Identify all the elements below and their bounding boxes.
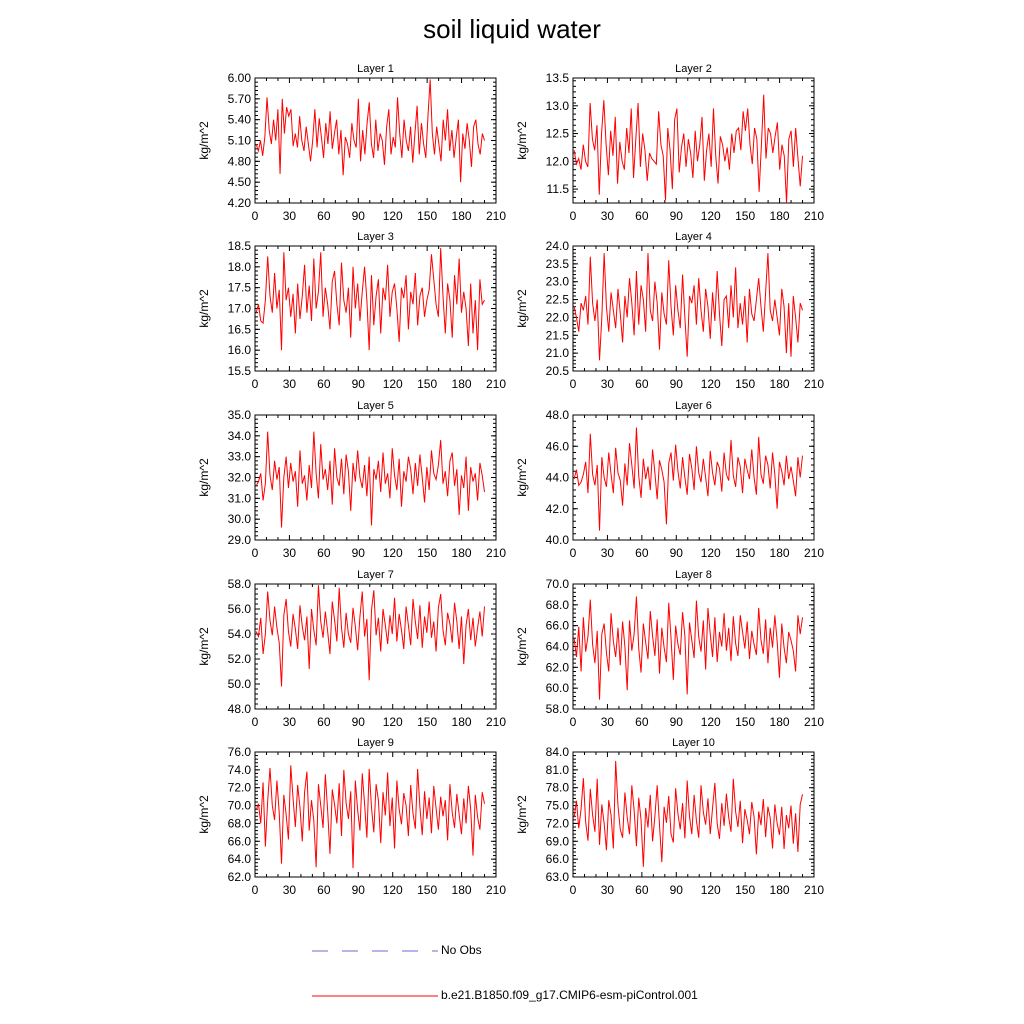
series-line: [574, 95, 802, 203]
y-axis-label: kg/m^2: [197, 289, 211, 328]
legend-obs-label: No Obs: [441, 943, 482, 957]
y-tick-label: 75.0: [545, 798, 569, 813]
y-tick-label: 29.0: [227, 533, 251, 547]
y-tick-label: 24.0: [545, 239, 569, 253]
y-tick-label: 16.5: [227, 322, 251, 337]
panel-title: Layer 4: [675, 231, 712, 243]
x-tick-label: 120: [700, 546, 721, 560]
x-tick-label: 0: [251, 209, 259, 223]
panel-title: Layer 6: [675, 400, 712, 412]
x-tick-label: 30: [282, 546, 297, 560]
x-tick-label: 60: [635, 546, 649, 560]
x-tick-label: 90: [351, 209, 365, 223]
x-tick-label: 90: [351, 546, 365, 560]
x-tick-label: 60: [317, 883, 331, 897]
y-tick-label: 76.0: [227, 745, 251, 759]
y-tick-label: 69.0: [545, 834, 569, 849]
y-tick-label: 63.0: [545, 870, 569, 884]
y-tick-label: 12.0: [545, 154, 569, 169]
panel-2: [515, 63, 824, 223]
y-tick-label: 18.0: [227, 259, 251, 274]
x-tick-label: 210: [803, 209, 825, 223]
y-tick-label: 20.5: [545, 364, 569, 378]
x-tick-label: 90: [351, 715, 365, 729]
y-tick-label: 13.0: [545, 98, 569, 113]
x-tick-label: 180: [769, 546, 790, 560]
x-tick-label: 60: [317, 377, 331, 391]
x-tick-label: 30: [282, 209, 297, 223]
y-axis-label: kg/m^2: [515, 627, 529, 666]
x-tick-label: 0: [569, 883, 577, 897]
series-line: [256, 248, 484, 350]
x-tick-label: 30: [282, 715, 297, 729]
x-tick-label: 150: [417, 546, 438, 560]
x-tick-label: 120: [382, 546, 403, 560]
x-tick-label: 30: [600, 546, 615, 560]
x-tick-label: 180: [451, 209, 472, 223]
y-tick-label: 40.0: [545, 533, 569, 547]
y-tick-label: 68.0: [545, 597, 569, 612]
y-tick-label: 32.0: [227, 470, 251, 485]
y-tick-label: 66.0: [227, 834, 251, 849]
panel-7: [197, 569, 506, 729]
x-tick-label: 0: [251, 883, 259, 897]
x-tick-label: 120: [382, 883, 403, 897]
y-tick-label: 17.0: [227, 301, 251, 316]
x-tick-label: 90: [669, 209, 683, 223]
x-tick-label: 150: [417, 883, 438, 897]
series-line: [574, 428, 802, 531]
y-tick-label: 35.0: [227, 408, 251, 422]
y-axis-label: kg/m^2: [197, 795, 211, 834]
x-tick-label: 0: [569, 209, 577, 223]
x-tick-label: 150: [417, 209, 438, 223]
y-tick-label: 23.0: [545, 274, 569, 289]
y-tick-label: 30.0: [227, 512, 251, 527]
x-tick-label: 60: [635, 377, 649, 391]
y-tick-label: 48.0: [227, 702, 251, 716]
panel-title: Layer 10: [672, 737, 715, 749]
y-tick-label: 11.5: [546, 182, 569, 197]
panel-title: Layer 3: [357, 231, 394, 243]
x-tick-label: 60: [317, 209, 331, 223]
x-tick-label: 120: [700, 209, 721, 223]
x-tick-label: 0: [569, 715, 577, 729]
panel-8: [515, 569, 824, 729]
x-tick-label: 0: [251, 715, 259, 729]
x-tick-label: 210: [485, 377, 507, 391]
y-axis-label: kg/m^2: [515, 458, 529, 497]
y-tick-label: 81.0: [545, 762, 569, 777]
x-tick-label: 60: [635, 209, 649, 223]
y-tick-label: 62.0: [227, 870, 251, 884]
x-tick-label: 120: [382, 377, 403, 391]
y-tick-label: 72.0: [545, 816, 569, 831]
x-tick-label: 60: [317, 546, 331, 560]
x-tick-label: 210: [803, 883, 825, 897]
y-axis-label: kg/m^2: [515, 795, 529, 834]
panel-10: [515, 737, 824, 897]
y-tick-label: 62.0: [545, 660, 569, 675]
y-tick-label: 42.0: [545, 501, 569, 516]
y-tick-label: 13.5: [545, 71, 569, 85]
y-tick-label: 70.0: [545, 577, 569, 591]
series-line: [574, 761, 802, 867]
x-tick-label: 150: [735, 546, 756, 560]
x-tick-label: 60: [635, 715, 649, 729]
x-tick-label: 210: [485, 715, 507, 729]
plot-frame: [573, 415, 814, 540]
y-tick-label: 50.0: [227, 677, 251, 691]
x-tick-label: 90: [351, 377, 365, 391]
legend-model-label: b.e21.B1850.f09_g17.CMIP6-esm-piControl.001: [441, 988, 698, 1002]
y-tick-label: 48.0: [545, 408, 569, 422]
x-tick-label: 30: [600, 209, 615, 223]
y-tick-label: 22.5: [545, 292, 569, 307]
y-tick-label: 58.0: [545, 702, 569, 716]
y-tick-label: 68.0: [227, 816, 251, 831]
x-tick-label: 150: [417, 377, 438, 391]
x-tick-label: 210: [803, 546, 825, 560]
y-tick-label: 33.0: [227, 449, 251, 464]
y-tick-label: 64.0: [545, 639, 569, 654]
chart-title: soil liquid water: [423, 14, 601, 44]
x-tick-label: 180: [769, 209, 790, 223]
panel-5: [197, 400, 506, 560]
y-axis-label: kg/m^2: [197, 627, 211, 666]
x-tick-label: 180: [451, 546, 472, 560]
x-tick-label: 30: [282, 883, 297, 897]
y-axis-label: kg/m^2: [515, 289, 529, 328]
y-tick-label: 78.0: [545, 780, 569, 795]
panel-3: [197, 231, 506, 391]
y-tick-label: 70.0: [227, 798, 251, 813]
x-tick-label: 180: [769, 377, 790, 391]
x-tick-label: 180: [451, 883, 472, 897]
y-axis-label: kg/m^2: [197, 121, 211, 160]
x-tick-label: 180: [769, 715, 790, 729]
y-tick-label: 52.0: [227, 652, 251, 666]
x-tick-label: 150: [417, 715, 438, 729]
y-tick-label: 72.0: [227, 780, 251, 795]
legend-model-line: [310, 988, 440, 1008]
y-axis-label: kg/m^2: [197, 458, 211, 497]
x-tick-label: 210: [485, 883, 507, 897]
x-tick-label: 30: [600, 377, 615, 391]
x-tick-label: 150: [735, 883, 756, 897]
x-tick-label: 90: [351, 883, 365, 897]
series-line: [256, 765, 484, 868]
panel-4: [515, 231, 824, 391]
panel-title: Layer 1: [357, 63, 394, 75]
y-tick-label: 4.20: [227, 196, 251, 210]
y-tick-label: 44.0: [545, 470, 569, 485]
x-tick-label: 180: [451, 377, 472, 391]
x-tick-label: 210: [485, 209, 507, 223]
x-tick-label: 180: [451, 715, 472, 729]
x-tick-label: 180: [769, 883, 790, 897]
x-tick-label: 0: [569, 377, 577, 391]
x-tick-label: 60: [317, 715, 331, 729]
y-tick-label: 6.00: [227, 71, 251, 85]
plot-frame: [255, 78, 496, 203]
y-tick-label: 58.0: [227, 577, 251, 591]
y-tick-label: 12.5: [545, 126, 569, 141]
y-tick-label: 16.0: [227, 343, 251, 358]
series-line: [256, 432, 484, 528]
y-tick-label: 74.0: [227, 762, 251, 777]
y-tick-label: 46.0: [545, 439, 569, 454]
x-tick-label: 90: [669, 377, 683, 391]
x-tick-label: 30: [600, 883, 615, 897]
x-tick-label: 120: [382, 209, 403, 223]
y-tick-label: 84.0: [545, 745, 569, 759]
x-tick-label: 0: [251, 377, 259, 391]
series-line: [574, 597, 802, 700]
y-tick-label: 66.0: [545, 852, 569, 867]
series-line: [256, 79, 484, 182]
y-tick-label: 66.0: [545, 618, 569, 633]
x-tick-label: 150: [735, 715, 756, 729]
y-tick-label: 4.50: [227, 175, 251, 190]
x-tick-label: 90: [669, 546, 683, 560]
panel-title: Layer 8: [675, 569, 712, 581]
panel-6: [515, 400, 824, 560]
y-tick-label: 34.0: [227, 428, 251, 443]
y-tick-label: 5.10: [227, 133, 251, 148]
y-tick-label: 18.5: [227, 239, 251, 253]
x-tick-label: 210: [803, 377, 825, 391]
y-tick-label: 21.5: [545, 328, 569, 343]
y-tick-label: 4.80: [227, 154, 251, 169]
x-tick-label: 60: [635, 883, 649, 897]
y-tick-label: 56.0: [227, 602, 251, 616]
y-tick-label: 54.0: [227, 627, 251, 641]
panel-title: Layer 2: [675, 63, 712, 75]
plot-frame: [573, 752, 814, 877]
x-tick-label: 90: [669, 883, 683, 897]
x-tick-label: 210: [803, 715, 825, 729]
y-axis-label: kg/m^2: [515, 121, 529, 160]
y-tick-label: 64.0: [227, 852, 251, 867]
series-line: [574, 253, 802, 360]
x-tick-label: 90: [669, 715, 683, 729]
y-tick-label: 21.0: [545, 346, 569, 361]
y-tick-label: 15.5: [227, 364, 251, 378]
x-tick-label: 120: [700, 715, 721, 729]
panel-9: [197, 737, 506, 897]
y-tick-label: 23.5: [545, 256, 569, 271]
x-tick-label: 0: [569, 546, 577, 560]
x-tick-label: 120: [700, 377, 721, 391]
panel-1: [197, 63, 506, 223]
x-tick-label: 30: [600, 715, 615, 729]
y-tick-label: 5.40: [227, 112, 251, 127]
x-tick-label: 0: [251, 546, 259, 560]
x-tick-label: 150: [735, 209, 756, 223]
panel-title: Layer 9: [357, 737, 394, 749]
x-tick-label: 150: [735, 377, 756, 391]
panel-title: Layer 5: [357, 400, 394, 412]
legend-obs-line: [310, 942, 440, 962]
plot-frame: [573, 246, 814, 371]
series-line: [256, 585, 484, 686]
x-tick-label: 30: [282, 377, 297, 391]
y-tick-label: 60.0: [545, 681, 569, 696]
y-tick-label: 31.0: [227, 491, 251, 506]
x-tick-label: 210: [485, 546, 507, 560]
x-tick-label: 120: [700, 883, 721, 897]
y-tick-label: 5.70: [227, 91, 251, 106]
x-tick-label: 120: [382, 715, 403, 729]
y-tick-label: 17.5: [227, 280, 251, 295]
panel-title: Layer 7: [357, 569, 394, 581]
y-tick-label: 22.0: [545, 310, 569, 325]
